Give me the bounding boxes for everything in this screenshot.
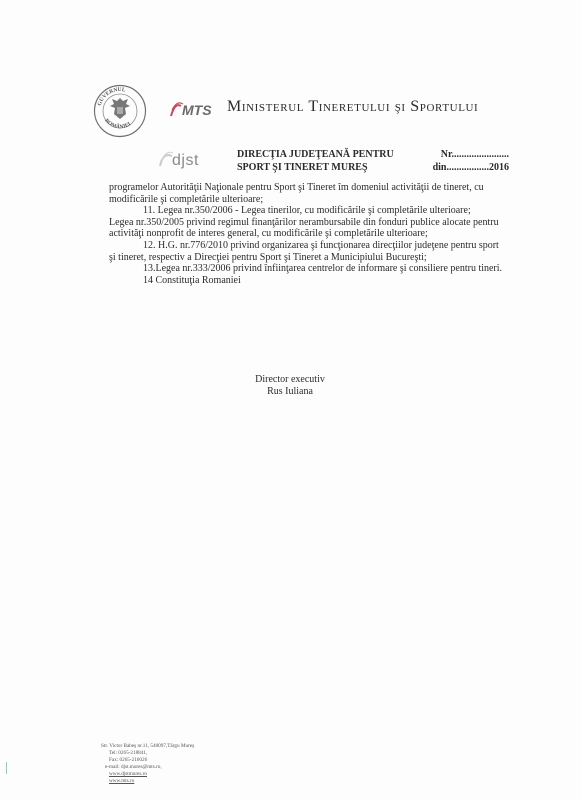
footer-website-djst[interactable]: www.djstmures.ro [109,771,147,777]
law-item-12 [109,240,504,263]
ministry-title: Ministerul Tineretului şi Sportului [227,98,479,115]
registration-number: Nr....................... [440,149,509,160]
directorate-line-2: SPORT ŞI TINERET MUREŞ [237,162,368,173]
footer-tel: Tel: 0265-218841, [109,750,148,756]
svg-text:djst: djst [172,152,199,169]
law-item-14 [109,275,504,287]
item-text: . Legea nr.350/2006 - Legea tinerilor, cu modificările şi completările ulterioare; [152,205,471,217]
footer-website-mts[interactable]: www.mts.ro [109,778,135,784]
signer-title: Director executiv [255,374,325,385]
item-number: 11 [143,205,153,217]
item-text: .Legea nr.333/2006 privind înfiinţarea centrelor de informare şi consiliere pentru tineri. [153,263,503,275]
registration-block [403,148,509,174]
directorate-line-1: DIRECŢIA JUDEŢEANĂ PENTRU [237,149,394,160]
signer-name: Rus Iuliana [267,386,313,397]
mts-logo-icon [169,96,219,122]
footer-email: e-mail: djst.mures@mts.ro, [105,764,162,770]
footer-address: Str. Victor Babeş nr.11, 540097,Târgu Mureş [101,743,195,749]
law-item-13 [109,263,504,275]
contact-footer [101,743,194,785]
svg-text:ROMÂNIEI: ROMÂNIEI [103,117,133,131]
item-text: Constituţia Romaniei [153,274,241,286]
item-number: 13 [143,263,153,275]
directorate-name [237,148,394,174]
scan-margin-mark [6,762,11,774]
law-item-11-continuation: Legea nr.350/2005 privind regimul finanţărilor nerambursabile din fonduri publice alocate pentru activităţi nonprofit de interes general, cu modificările şi completările ulterioare; [109,216,499,240]
svg-text:GUVERNUL: GUVERNUL [96,86,126,107]
document-body [109,182,504,286]
law-item-11 [109,205,504,217]
item-text: . H.G. nr.776/2010 privind organizarea şi funcţionarea direcţiilor judeţene pentru sport şi tineret, respectiv a Direcţiei pentru Sport şi Tineret a Municipiului Bucureşti; [109,239,499,263]
item-number: 14 [143,274,153,286]
djst-logo-icon [158,148,240,170]
registration-date: din.................2016 [432,162,509,173]
signature-block [230,374,350,398]
item-number: 12 [143,239,153,251]
paragraph-continuation: programelor Autorităţii Naţionale pentru Sport şi Tineret îm domeniul activităţii de tineret, cu modificările şi completările ulterioare; [109,182,484,205]
footer-fax: Fax: 0265-216026 [109,757,148,763]
government-seal-icon [93,84,147,138]
svg-text:MTS: MTS [182,102,212,118]
